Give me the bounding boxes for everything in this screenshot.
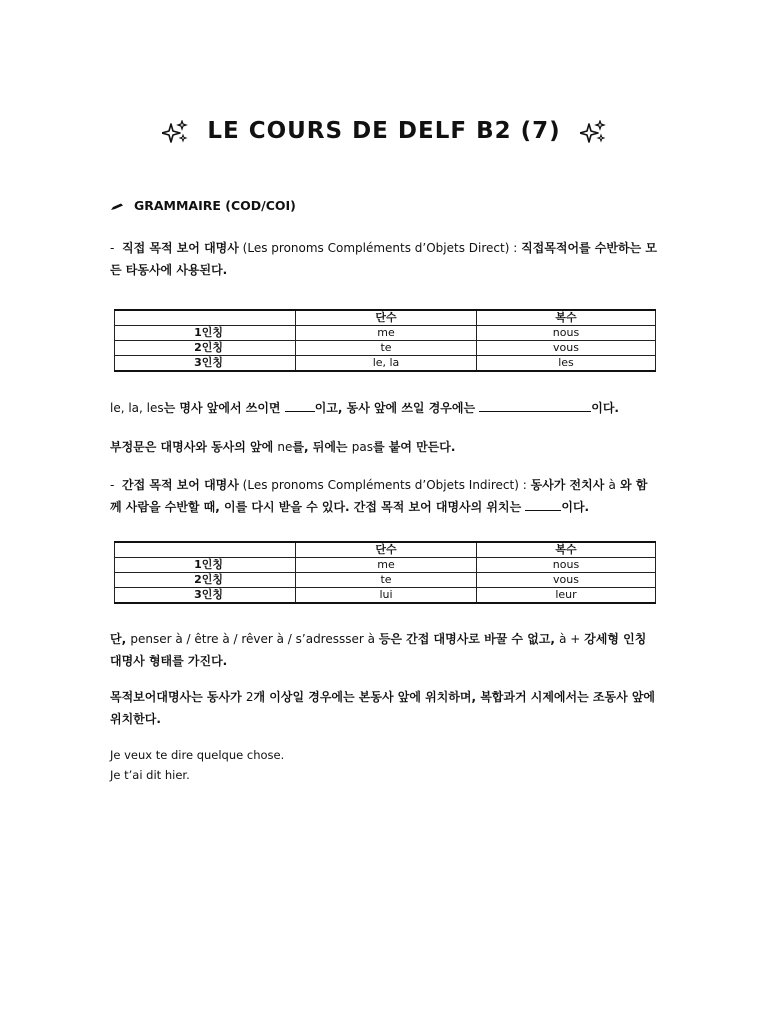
sparkle-icon [580,120,606,144]
table-row [115,326,656,341]
position-note [110,397,658,419]
table-cell: lui [296,588,477,604]
text-run: 2 [245,690,254,704]
text-run: 이고, 동사 앞에 쓰일 경우에는 [314,401,480,415]
section-label: GRAMMAIRE (COD/COI) [134,198,296,213]
table-cell: le, la [296,356,477,372]
coi-french-term: (Les pronoms Compléments d’Objets Indirect) : [238,478,531,492]
placement-note [110,686,658,730]
text-run: penser à / être à / rêver à / s’adressser à [130,632,379,646]
row-label: 1인칭 [115,326,296,341]
table-cell: te [296,341,477,356]
table-header-cell: 단수 [296,542,477,558]
negation-note [110,436,658,458]
title-text: LE COURS DE DELF B2 (7) [207,118,561,144]
text-run: 는 명사 앞에서 쓰이면 [163,401,285,415]
text-run: le, la, les [110,401,164,415]
table-cell: leur [477,588,656,604]
pencil-icon [110,203,124,211]
cod-definition [110,237,658,281]
table-header-cell: 단수 [296,310,477,326]
table-header-cell: 복수 [477,310,656,326]
cod-table [114,309,656,372]
text-run: 를, 뒤에는 [292,440,352,454]
text-run: 단, [110,632,131,646]
text-run: 개 이상일 경우에는 본동사 앞에 위치하며, 복합과거 시제에서는 조동사 앞에 위치한다. [110,690,656,726]
table-cell: me [296,326,477,341]
table-cell: les [477,356,656,372]
text-run: pas [351,440,373,454]
fill-blank [285,400,315,412]
text-run: 부정문은 대명사와 동사의 앞에 [110,440,278,454]
table-row [115,573,656,588]
text-run: 와 함께 사람을 수반할 때, 이를 다시 받을 수 있다. 간접 목적 보어 대명사의 위치는 [110,478,648,514]
dash: - [110,241,115,255]
table-row [115,558,656,573]
fill-blank [479,400,591,412]
table-header-cell: 복수 [477,542,656,558]
text-run: à + [559,632,585,646]
text-run: 이다. [591,401,619,415]
text-run: 를 붙여 만든다. [372,440,456,454]
exception-note [110,628,658,672]
text-run: 목적보어대명사는 동사가 [110,690,246,704]
coi-table [114,541,656,604]
cod-term: 직접 목적 보어 대명사 [121,241,239,255]
cod-description: 직접목적어를 수반하는 모든 타동사에 사용된다. [110,241,657,277]
section-heading [110,198,296,213]
text-run: 강세형 인칭 대명사 형태를 가진다. [110,632,647,668]
table-cell: me [296,558,477,573]
table-cell: nous [477,558,656,573]
table-row [115,341,656,356]
table-header-cell [115,542,296,558]
cod-french-term: (Les pronoms Compléments d’Objets Direct) : [238,241,522,255]
table-cell: vous [477,573,656,588]
row-label: 3인칭 [115,588,296,604]
examples [110,745,658,785]
text-run: à [608,478,616,492]
text-run: 동사가 전치사 [530,478,609,492]
row-label: 2인칭 [115,341,296,356]
dash: - [110,478,115,492]
table-row [115,588,656,604]
table-header-cell [115,310,296,326]
table-cell: nous [477,326,656,341]
example-sentence: Je veux te dire quelque chose. [110,748,285,762]
text-run: ne [277,440,293,454]
table-cell: te [296,573,477,588]
table-cell: vous [477,341,656,356]
row-label: 2인칭 [115,573,296,588]
sparkle-icon [162,120,188,144]
table-header-row [115,310,656,326]
row-label: 1인칭 [115,558,296,573]
row-label: 3인칭 [115,356,296,372]
fill-blank [525,499,561,511]
coi-definition [110,474,658,518]
page-title [0,118,768,144]
text-run: 이다. [561,500,590,514]
text-run: 등은 간접 대명사로 바꿀 수 없고, [378,632,560,646]
table-row [115,356,656,372]
table-header-row [115,542,656,558]
coi-term: 간접 목적 보어 대명사 [121,478,239,492]
example-sentence: Je t’ai dit hier. [110,768,190,782]
